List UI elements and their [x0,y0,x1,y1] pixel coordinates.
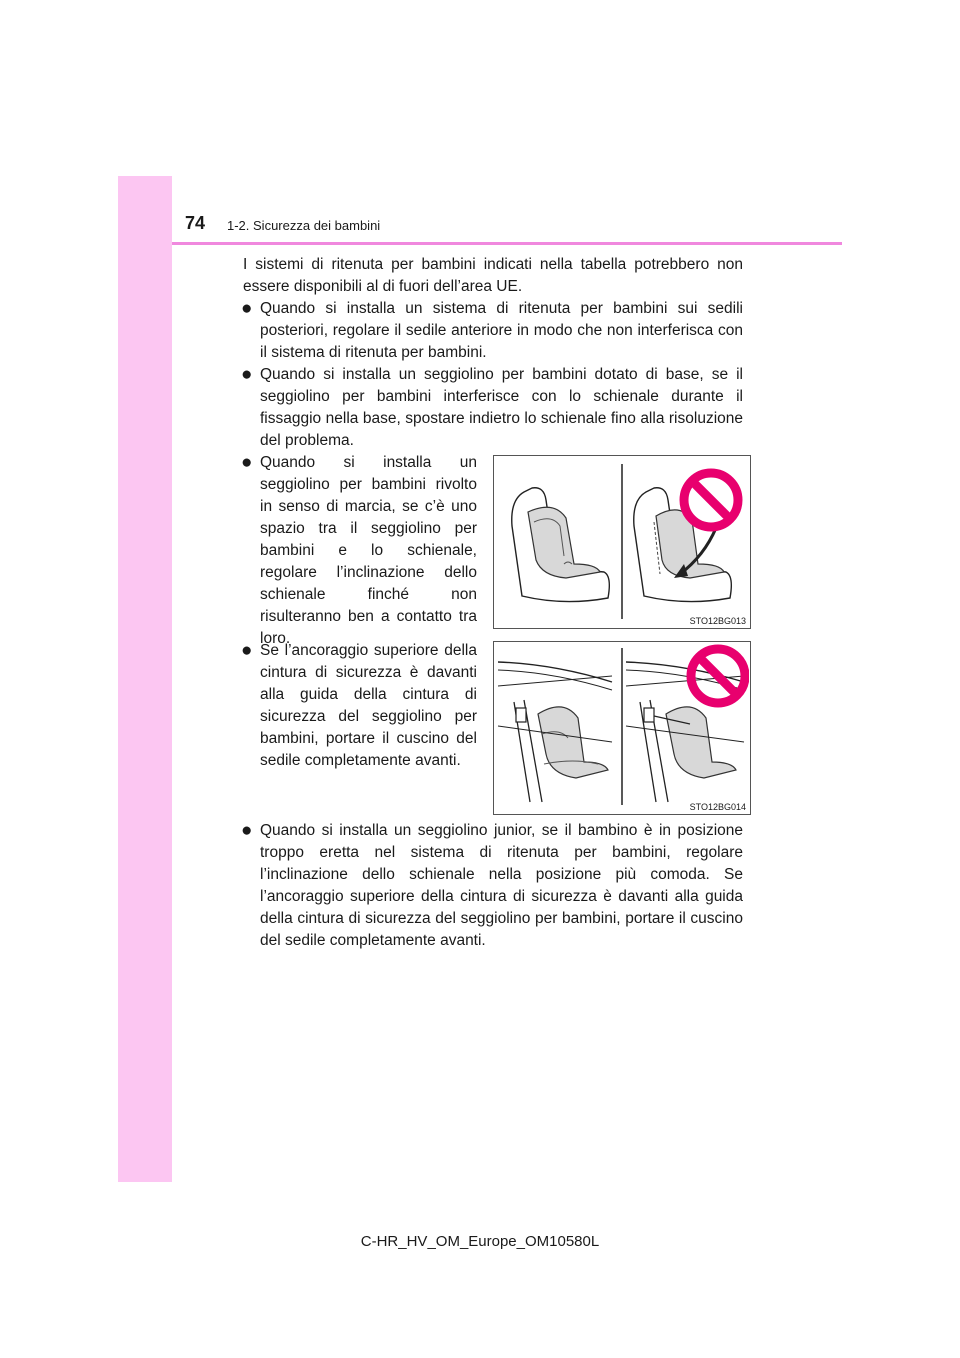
bullet-text: Se l’ancoraggio superiore della cintura di sicurezza è davanti alla guida della cintura di sicurezza del seggiolino per bambini, portare il cuscino del sedile completamente avanti. [260,642,477,769]
bullet-text: Quando si installa un sistema di ritenuta per bambini sui sedili posteriori, regolare il sedile anteriore in modo che non interferisca con il sistema di ritenuta per bambini. [260,300,743,361]
bullet-mark: ● [241,640,253,661]
header-rule [172,242,842,245]
bullet-mark: ● [241,298,253,319]
bullet-text: Quando si installa un seggiolino per bambini rivolto in senso di marcia, se c’è uno spazio tra il seggiolino per bambini e lo schienale, regolare l’inclinazione dello schienale finché non risulteranno ben a contatto tra loro. [260,454,477,647]
bullet-mark: ● [241,820,253,841]
intro-paragraph: I sistemi di ritenuta per bambini indicati nella tabella potrebbero non essere disponibili al di fuori dell’area UE. [243,256,743,295]
figure-seat-recline [493,455,751,629]
prohibition-icon [684,473,738,527]
document-footer: C-HR_HV_OM_Europe_OM10580L [360,1233,600,1250]
bullet-mark: ● [241,452,253,473]
bullet-text: Quando si installa un seggiolino per bambini dotato di base, se il seggiolino per bambini interferisce con lo schienale durante il fissaggio nella base, spostare indietro lo schienale fino alla risoluzione del problema. [260,366,743,449]
figure-code: STO12BG014 [689,802,746,812]
page-number: 74 [185,213,206,233]
belt-anchor-illustration [494,642,749,813]
bullet-mark: ● [241,364,253,385]
figure-belt-anchor [493,641,751,815]
figure-code: STO12BG013 [689,616,746,626]
chapter-sidebar-tab [118,176,172,1182]
seat-recline-illustration [494,456,749,627]
bullet-text: Quando si installa un seggiolino junior, se il bambino è in posizione troppo eretta nel sistema di ritenuta per bambini, regolare l’inclinazione dello schienale nella posizione più comoda. Se l’ancoraggio superiore della cintura di sicurezza è davanti alla guida della cintura di sicurezza del seggiolino per bambini, portare il cuscino del sedile completamente avanti. [260,822,743,949]
prohibition-icon [691,649,745,703]
section-title: 1-2. Sicurezza dei bambini [227,218,381,233]
